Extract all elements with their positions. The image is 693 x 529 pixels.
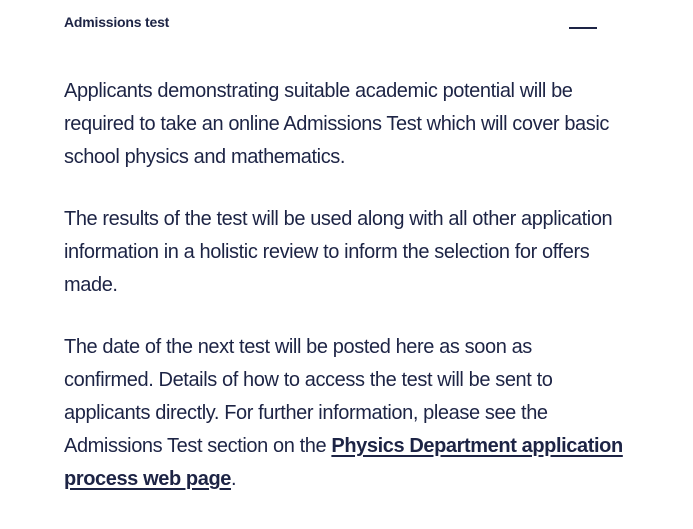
- collapse-toggle-button[interactable]: [568, 14, 598, 32]
- paragraph-test-date: [64, 331, 624, 496]
- paragraph-test-requirement: Applicants demonstrating suitable academic potential will be required to take an online Admissions Test which will cover basic school physics and mathematics.: [64, 80, 610, 168]
- accordion-header[interactable]: [64, 14, 598, 34]
- minus-icon: [569, 27, 597, 29]
- paragraph-test-results: The results of the test will be used along with all other application information in a holistic review to inform the selection for offers made.: [64, 208, 613, 296]
- physics-department-link[interactable]: Physics Department application process web page: [64, 435, 623, 490]
- paragraph-test-date-text: The date of the next test will be posted here as soon as confirmed. Details of how to access the test will be sent to applicants directly. For further information, please see the Admissions Test section on the: [64, 336, 553, 457]
- paragraph-end-punctuation: .: [231, 468, 237, 490]
- accordion-content: [64, 75, 624, 525]
- section-title: Admissions test: [64, 14, 170, 30]
